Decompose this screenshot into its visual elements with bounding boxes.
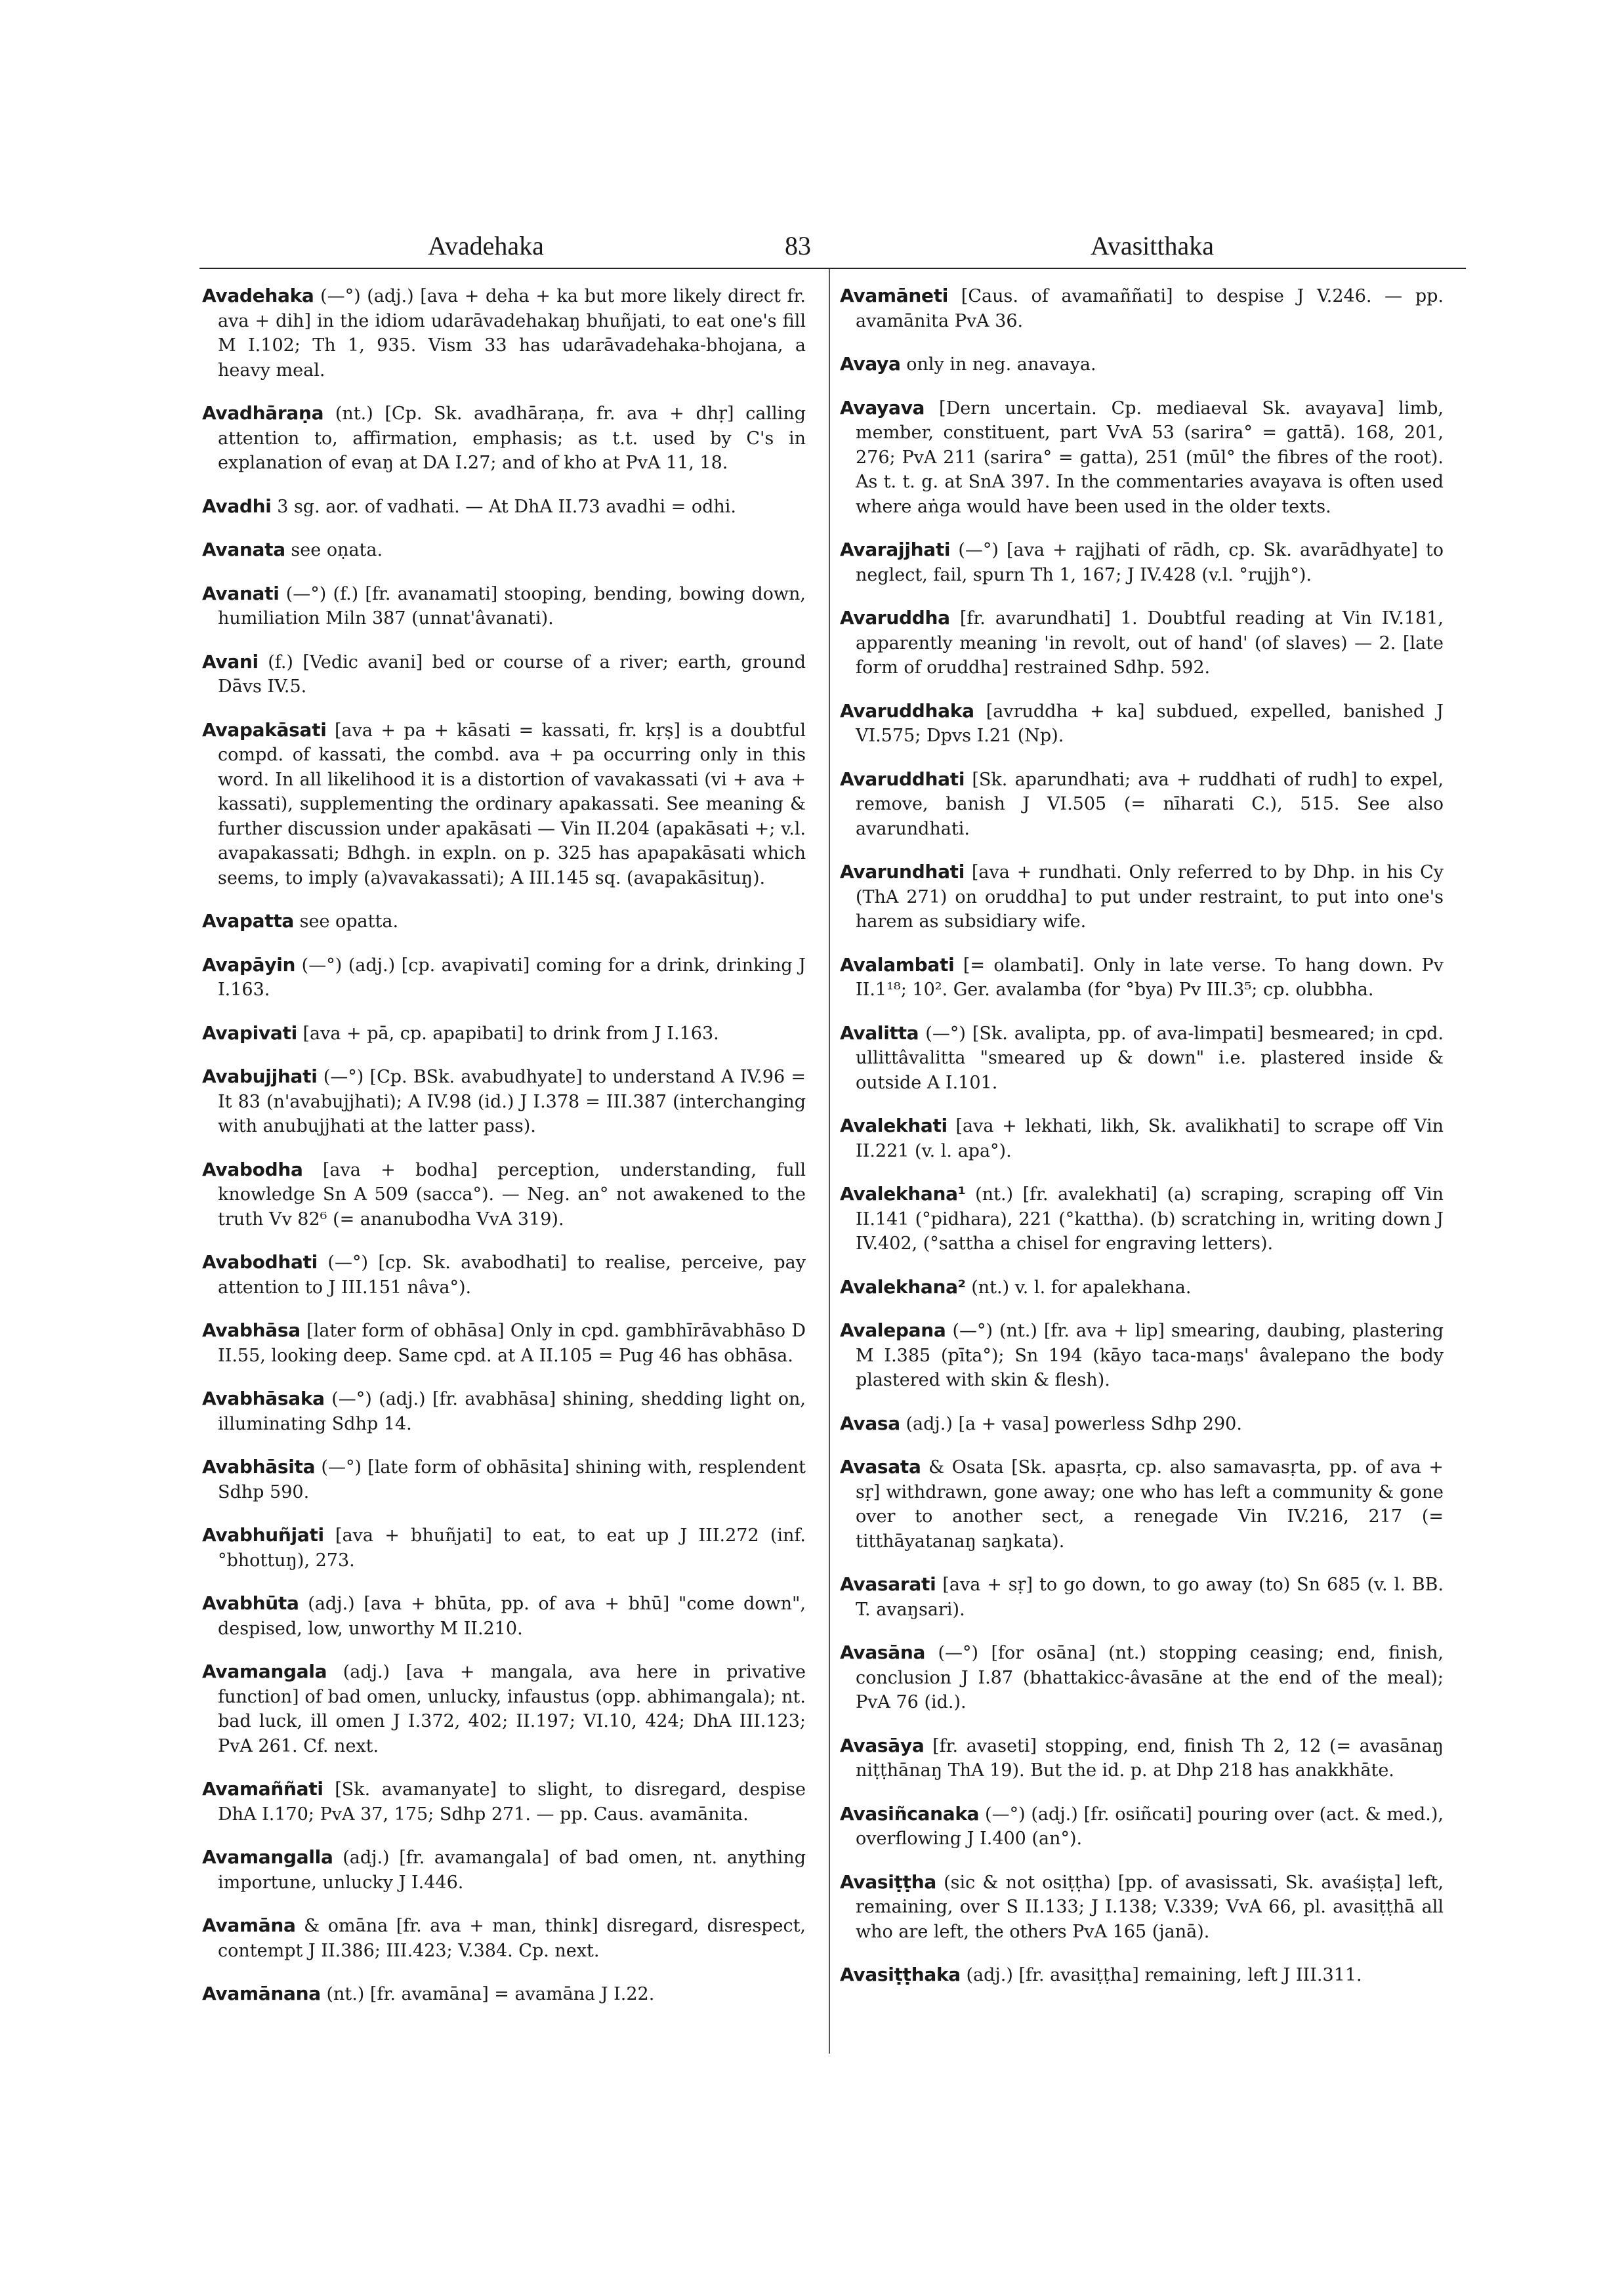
dictionary-entry <box>840 606 1444 680</box>
headword: Avanata <box>202 539 285 560</box>
headword: Avamangalla <box>202 1846 333 1868</box>
definition: [= olambati]. Only in late verse. To hang down. Pv II.1¹⁸; 10². Ger. avalamba (for °bya) Pv III.3⁵; cp. olubbha. <box>856 955 1444 1000</box>
headword: Avaruddhati <box>840 768 965 790</box>
definition: (—°) (nt.) [fr. ava + lip] smearing, daubing, plastering M I.385 (pīta°); Sn 194 (kāyo taca-maŋs' âvalepano the body plastered with skin & flesh). <box>856 1321 1444 1390</box>
dictionary-entry <box>840 699 1444 749</box>
definition: (adj.) [a + vasa] powerless Sdhp 290. <box>906 1413 1242 1434</box>
definition: (—°) [late form of obhāsita] shining with, resplendent Sdhp 590. <box>218 1457 806 1502</box>
column-divider <box>829 269 830 2054</box>
definition: [later form of obhāsa] Only in cpd. gambhīrāvabhāso D II.55, looking deep. Same cpd. at A II.105 = Pug 46 has obhāsa. <box>218 1321 806 1366</box>
dictionary-entry <box>202 909 806 934</box>
definition: (—°) [cp. Sk. avabodhati] to realise, perceive, pay attention to J III.151 nâva°). <box>218 1252 806 1298</box>
dictionary-entry <box>202 1981 806 2007</box>
headword: Avanati <box>202 582 280 604</box>
definition: [avruddha + ka] subdued, expelled, banished J VI.575; Dpvs I.21 (Np). <box>856 701 1444 746</box>
headword: Avadehaka <box>202 285 314 306</box>
definition: (—°) (adj.) [cp. avapivati] coming for a drink, drinking J I.163. <box>218 955 806 1000</box>
dictionary-entry <box>202 1777 806 1827</box>
definition: [fr. avaseti] stopping, end, finish Th 2, 12 (= avasānaŋ niṭṭhānaŋ ThA 19). But the id. p. at Dhp 218 has anakkhāte. <box>856 1735 1444 1781</box>
dictionary-entry <box>840 537 1444 587</box>
headword: Avalitta <box>840 1022 919 1044</box>
headword: Avasarati <box>840 1573 936 1595</box>
dictionary-entry <box>840 1182 1444 1256</box>
definition: [Caus. of avamaññati] to despise J V.246. — pp. avamānita PvA 36. <box>856 286 1444 331</box>
dictionary-entry <box>840 1572 1444 1622</box>
definition: (adj.) [fr. avamangala] of bad omen, nt. anything importune, unlucky J I.446. <box>218 1848 806 1893</box>
headword: Avabhāsita <box>202 1456 316 1478</box>
headword: Avayava <box>840 396 925 419</box>
headword: Avalekhana¹ <box>840 1183 966 1205</box>
headword: Avamangala <box>202 1661 327 1682</box>
dictionary-entry <box>840 767 1444 842</box>
dictionary-entry <box>202 1250 806 1300</box>
definition: (nt.) [fr. avamāna] = avamāna J I.22. <box>326 1984 655 2004</box>
dictionary-entry <box>840 1870 1444 1945</box>
headword: Avadhāraṇa <box>202 402 324 424</box>
definition: (—°) (f.) [fr. avanamati] stooping, bending, bowing down, humiliation Miln 387 (unnat'âvanati). <box>218 583 806 629</box>
headword: Avabhuñjati <box>202 1524 324 1546</box>
dictionary-entry <box>202 283 806 382</box>
running-head <box>205 226 1463 266</box>
definition: [Dern uncertain. Cp. mediaeval Sk. avayava] limb, member, constituent, part VvA 53 (sarira° = gattā). 168, 201, 276; PvA 211 (sarira° = gatta), 251 (mūl° the fibres of the root). As t. t. g. at SnA 397. In the commentaries avayava is often used where aṅga would have been used in the older texts. <box>856 398 1444 517</box>
dictionary-entry <box>840 1733 1444 1783</box>
definition: (—°) [Sk. avalipta, pp. of ava-limpati] besmeared; in cpd. ullittâvalitta "smeared up & down" i.e. plastered inside & outside A I.101. <box>856 1023 1444 1093</box>
headword: Avabodhati <box>202 1251 318 1273</box>
definition: (—°) (adj.) [ava + deha + ka but more likely direct fr. ava + dih] in the idiom udarāvadehakaŋ bhuñjati, to eat one's fill M I.102; Th 1, 935. Vism 33 has udarāvadehaka-bhojana, a heavy meal. <box>218 286 806 381</box>
dictionary-entry <box>840 1962 1444 1988</box>
dictionary-entry <box>202 1913 806 1963</box>
definition: (—°) [Cp. BSk. avabudhyate] to understand A IV.96 = It 83 (n'avabujjhati); A IV.98 (id.) J I.378 = III.387 (interchanging with anubujjhati at the latter pass). <box>218 1067 806 1136</box>
running-head-right: Avasitthaka <box>1090 231 1214 260</box>
definition: [Sk. avamanyate] to slight, to disregard, despise DhA I.170; PvA 37, 175; Sdhp 271. — pp. Caus. avamānita. <box>218 1779 806 1825</box>
definition: [ava + bodha] perception, understanding, full knowledge Sn A 509 (sacca°). — Neg. an° not awakened to the truth Vv 82⁶ (= ananubodha VvA 319). <box>218 1159 806 1230</box>
dictionary-entry <box>840 1275 1444 1300</box>
dictionary-entry <box>840 1318 1444 1393</box>
headword: Avalambati <box>840 953 955 976</box>
definition: see oṇata. <box>291 540 383 560</box>
definition: (adj.) [fr. avasiṭṭha] remaining, left J III.311. <box>966 1965 1362 1985</box>
headword: Avasata <box>840 1456 921 1478</box>
headword: Avabodha <box>202 1158 303 1180</box>
dictionary-entry <box>202 537 806 563</box>
definition: (nt.) [fr. avalekhati] (a) scraping, scraping off Vin II.141 (°pidhara), 221 (°kattha). (b) scratching in, writing down J IV.402, (°sattha a chisel for engraving letters). <box>856 1184 1444 1254</box>
definition: only in neg. anavaya. <box>906 354 1096 375</box>
headword: Avaruddhaka <box>840 699 974 722</box>
headword: Avalekhati <box>840 1115 947 1136</box>
dictionary-entry <box>840 1802 1444 1851</box>
definition: [ava + sṛ] to go down, to go away (to) Sn 685 (v. l. BB. T. avaŋsari). <box>856 1575 1444 1620</box>
dictionary-entry <box>840 1455 1444 1554</box>
definition: [ava + pa + kāsati = kassati, fr. kṛṣ] is a doubtful compd. of kassati, the combd. ava + pa occurring only in this word. In all likelihood it is a distortion of vavakassati (vi + ava + kassati), supplementing the ordinary apakassati. See meaning & further discussion under apakāsati — Vin II.204 (apakāsati +; v.l. avapakassati; Bdhgh. in expln. on p. 325 has apapakāsati which seems, to imply (a)vavakassati); A III.145 sq. (avapakāsituŋ). <box>218 720 806 888</box>
dictionary-entry <box>840 1640 1444 1715</box>
headword: Avadhi <box>202 495 272 517</box>
definition: (—°) (adj.) [fr. avabhāsa] shining, shedding light on, illuminating Sdhp 14. <box>218 1389 806 1434</box>
headword: Avasa <box>840 1412 900 1434</box>
definition: (adj.) [ava + bhūta, pp. of ava + bhū] "come down", despised, low, unworthy M II.210. <box>218 1594 806 1639</box>
headword: Avaya <box>840 353 901 375</box>
dictionary-entry <box>202 1591 806 1641</box>
dictionary-entry <box>202 1021 806 1046</box>
right-column <box>840 283 1444 2006</box>
definition: & omāna [fr. ava + man, think] disregard, disrespect, contempt J II.386; III.423; V.384. Cp. next. <box>218 1916 806 1961</box>
definition: (—°) [ava + rajjhati of rādh, cp. Sk. avarādhyate] to neglect, fail, spurn Th 1, 167; J IV.428 (v.l. °rujjh°). <box>856 540 1444 585</box>
dictionary-entry <box>840 1113 1444 1163</box>
headword: Avabujjhati <box>202 1065 318 1087</box>
headword: Avapakāsati <box>202 718 327 741</box>
dictionary-entry <box>202 494 806 520</box>
dictionary-entry <box>202 1157 806 1232</box>
dictionary-entry <box>202 1064 806 1139</box>
running-head-left: Avadehaka <box>428 231 544 260</box>
dictionary-entry <box>202 1659 806 1758</box>
dictionary-entry <box>202 1386 806 1436</box>
definition: (—°) [for osāna] (nt.) stopping ceasing; end, finish, conclusion J I.87 (bhattakicc-âvasāne at the end of the meal); PvA 76 (id.). <box>856 1643 1444 1712</box>
definition: & Osata [Sk. apasṛta, cp. also samavasṛta, pp. of ava + sṛ] withdrawn, gone away; one who has left a community & gone over to another sect, a renegade Vin IV.216, 217 (= titthāyatanaŋ saŋkata). <box>856 1457 1444 1552</box>
definition: see opatta. <box>299 911 399 932</box>
headword: Avarajjhati <box>840 539 951 560</box>
headword: Avasāna <box>840 1642 926 1663</box>
page-number: 83 <box>785 231 811 260</box>
dictionary-entry <box>840 396 1444 520</box>
definition: (f.) [Vedic avani] bed or course of a river; earth, ground Dāvs IV.5. <box>218 651 806 697</box>
headword: Avalepana <box>840 1319 946 1341</box>
definition: [ava + pā, cp. apapibati] to drink from J I.163. <box>302 1023 719 1044</box>
definition: [ava + bhuñjati] to eat, to eat up J III.272 (inf. °bhottuŋ), 273. <box>218 1525 806 1571</box>
dictionary-entry <box>202 953 806 1003</box>
headword: Avamaññati <box>202 1778 323 1800</box>
dictionary-entry <box>202 1455 806 1504</box>
dictionary-entry <box>840 859 1444 934</box>
headword: Avapāyin <box>202 953 296 976</box>
headword: Avaruddha <box>840 607 950 629</box>
definition: (nt.) v. l. for apalekhana. <box>971 1277 1192 1298</box>
dictionary-entry <box>840 953 1444 1003</box>
definition: (—°) (adj.) [fr. osiñcati] pouring over (act. & med.), overflowing J I.400 (an°). <box>856 1804 1444 1849</box>
headword: Avamāna <box>202 1914 296 1936</box>
headword: Avalekhana² <box>840 1275 966 1298</box>
dictionary-entry <box>202 1523 806 1573</box>
headword: Avasāya <box>840 1734 925 1756</box>
dictionary-entry <box>840 352 1444 377</box>
definition: (sic & not osiṭṭha) [pp. of avasissati, Sk. avaśiṣṭa] left, remaining, over S II.133; J I.138; V.339; VvA 66, pl. avasiṭṭhā all who are left, the others PvA 165 (janā). <box>856 1872 1444 1942</box>
headword: Avani <box>202 650 259 672</box>
dictionary-entry <box>202 1845 806 1895</box>
headword: Avapivati <box>202 1022 297 1044</box>
headword: Avasiñcanaka <box>840 1802 980 1825</box>
headword: Avabhāsaka <box>202 1388 325 1409</box>
definition: [ava + rundhati. Only referred to by Dhp. in his Cy (ThA 271) on oruddha] to put under restraint, to put into one's harem as subsidiary wife. <box>856 862 1444 932</box>
headword: Avarundhati <box>840 861 965 882</box>
dictionary-entry <box>202 718 806 891</box>
dictionary-entry <box>202 581 806 631</box>
dictionary-entry <box>840 283 1444 333</box>
headword: Avamāneti <box>840 285 949 306</box>
headword: Avapatta <box>202 910 295 932</box>
definition: 3 sg. aor. of vadhati. — At DhA II.73 avadhi = odhi. <box>277 496 737 517</box>
headword: Avabhāsa <box>202 1319 301 1341</box>
dictionary-entry <box>840 1021 1444 1096</box>
left-column <box>202 283 806 2025</box>
headword: Avamānana <box>202 1983 321 2004</box>
definition: (adj.) [ava + mangala, ava here in privative function] of bad omen, unlucky, infaustus (opp. abhimangala); nt. bad luck, ill omen J I.372, 402; II.197; VI.10, 424; DhA III.123; PvA 261. Cf. next. <box>218 1662 806 1756</box>
dictionary-entry <box>202 401 806 476</box>
dictionary-entry <box>840 1411 1444 1437</box>
dictionary-entry <box>202 1318 806 1368</box>
definition: (nt.) [Cp. Sk. avadhāraṇa, fr. ava + dhṛ] calling attention to, affirmation, emphasis; as t.t. used by C's in explanation of evaŋ at DA I.27; and of kho at PvA 11, 18. <box>218 403 806 473</box>
header-rule <box>199 268 1466 269</box>
definition: [Sk. aparundhati; ava + ruddhati of rudh] to expel, remove, banish J VI.505 (= nīharati C.), 515. See also avarundhati. <box>856 769 1444 839</box>
headword: Avasiṭṭha <box>840 1871 936 1893</box>
dictionary-entry <box>202 650 806 699</box>
headword: Avasiṭṭhaka <box>840 1964 961 1985</box>
definition: [fr. avarundhati] 1. Doubtful reading at Vin IV.181, apparently meaning 'in revolt, out of hand' (of slaves) — 2. [late form of oruddha] restrained Sdhp. 592. <box>856 608 1444 678</box>
definition: [ava + lekhati, likh, Sk. avalikhati] to scrape off Vin II.221 (v. l. apa°). <box>856 1116 1444 1161</box>
headword: Avabhūta <box>202 1592 299 1614</box>
